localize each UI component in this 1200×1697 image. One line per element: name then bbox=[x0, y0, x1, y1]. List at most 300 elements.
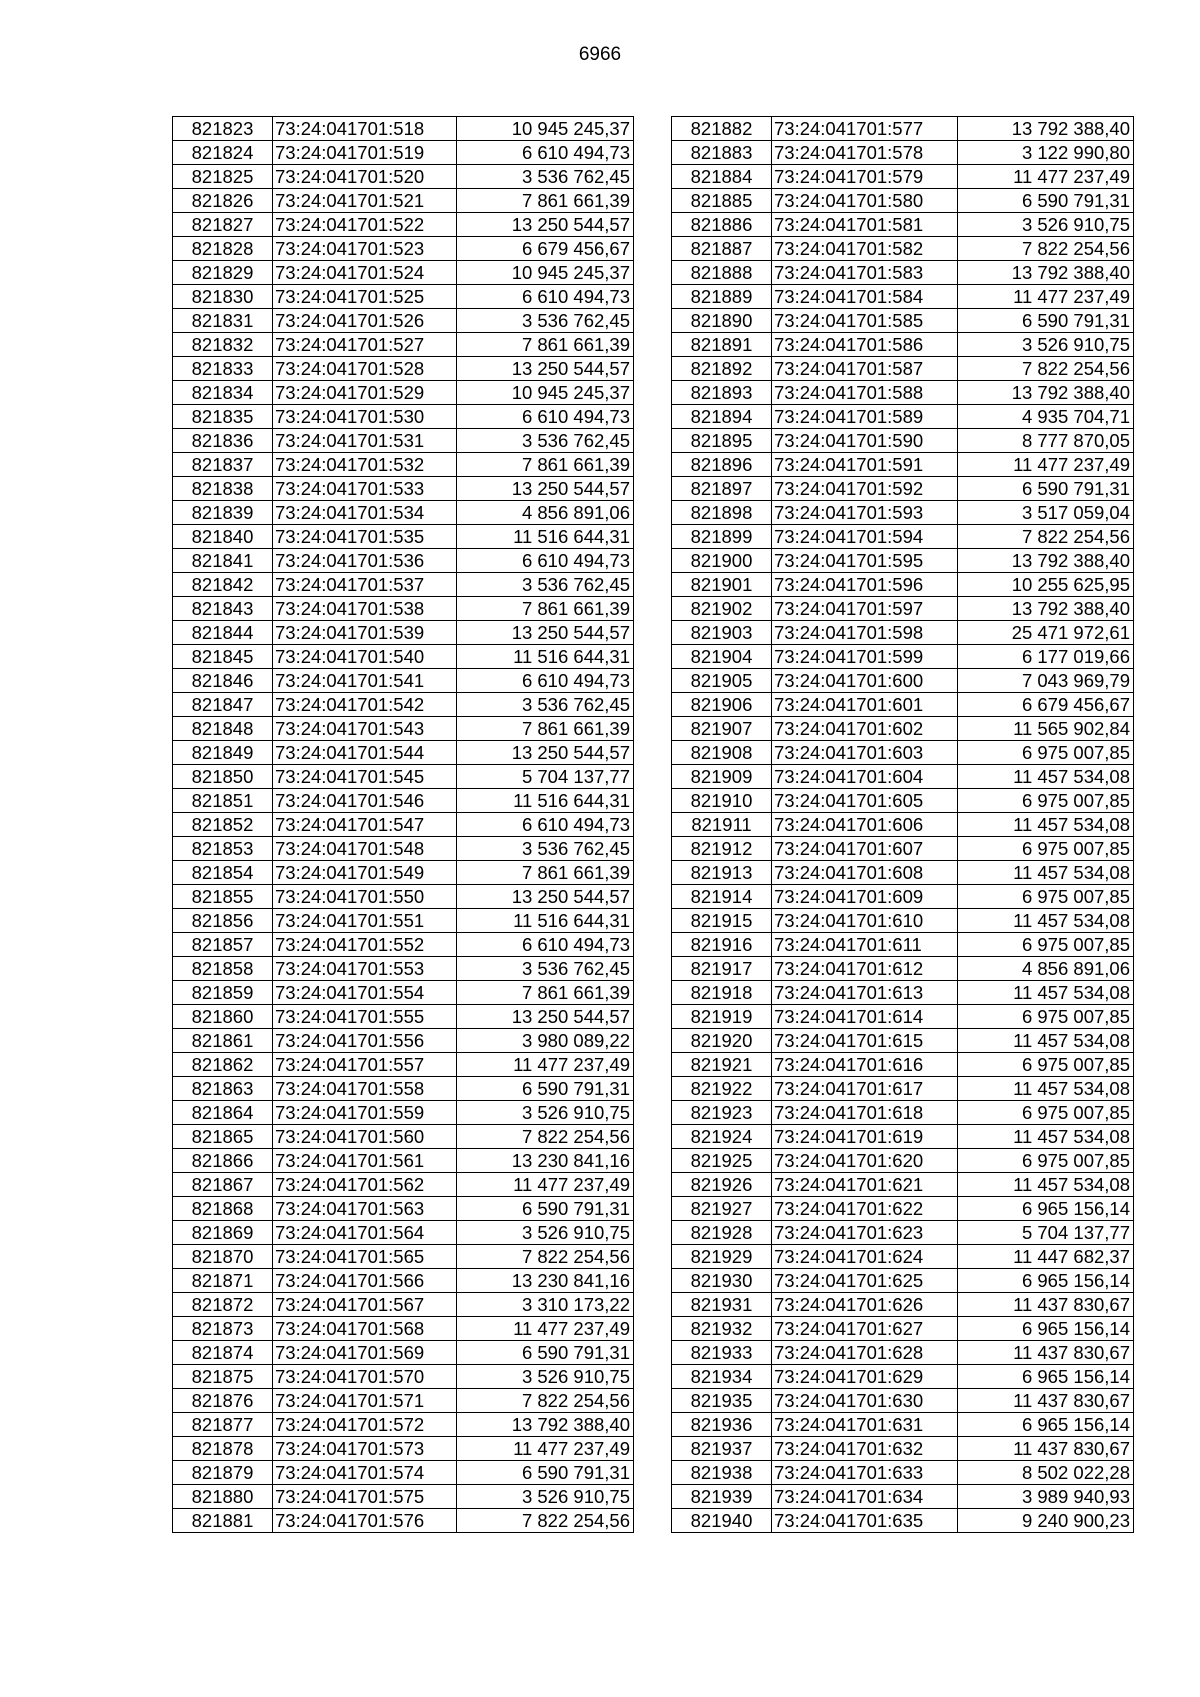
table-row bbox=[173, 1365, 634, 1389]
cadastral-number-cell: 73:24:041701:622 bbox=[772, 1197, 958, 1221]
table-row bbox=[672, 1413, 1134, 1437]
table-row bbox=[672, 909, 1134, 933]
table-row bbox=[173, 141, 634, 165]
row-number-cell: 821874 bbox=[173, 1341, 273, 1365]
table-row bbox=[173, 813, 634, 837]
row-number-cell: 821869 bbox=[173, 1221, 273, 1245]
value-cell: 7 861 661,39 bbox=[457, 333, 634, 357]
table-row bbox=[173, 117, 634, 141]
value-cell: 11 457 534,08 bbox=[958, 765, 1134, 789]
cadastral-number-cell: 73:24:041701:589 bbox=[772, 405, 958, 429]
row-number-cell: 821834 bbox=[173, 381, 273, 405]
value-cell: 11 516 644,31 bbox=[457, 789, 634, 813]
row-number-cell: 821914 bbox=[672, 885, 772, 909]
cadastral-number-cell: 73:24:041701:531 bbox=[273, 429, 457, 453]
table-row bbox=[672, 1221, 1134, 1245]
table-row bbox=[173, 525, 634, 549]
value-cell: 7 822 254,56 bbox=[457, 1245, 634, 1269]
value-cell: 6 975 007,85 bbox=[958, 789, 1134, 813]
table-row bbox=[173, 573, 634, 597]
cadastral-number-cell: 73:24:041701:576 bbox=[273, 1509, 457, 1533]
table-row bbox=[173, 885, 634, 909]
cadastral-number-cell: 73:24:041701:554 bbox=[273, 981, 457, 1005]
value-cell: 7 861 661,39 bbox=[457, 717, 634, 741]
cadastral-number-cell: 73:24:041701:541 bbox=[273, 669, 457, 693]
cadastral-number-cell: 73:24:041701:624 bbox=[772, 1245, 958, 1269]
table-row bbox=[672, 1149, 1134, 1173]
cadastral-number-cell: 73:24:041701:549 bbox=[273, 861, 457, 885]
table-row bbox=[173, 741, 634, 765]
value-cell: 4 856 891,06 bbox=[457, 501, 634, 525]
table-row bbox=[173, 213, 634, 237]
value-cell: 6 965 156,14 bbox=[958, 1413, 1134, 1437]
table-row bbox=[672, 1269, 1134, 1293]
table-row bbox=[173, 501, 634, 525]
cadastral-number-cell: 73:24:041701:558 bbox=[273, 1077, 457, 1101]
value-cell: 11 457 534,08 bbox=[958, 1125, 1134, 1149]
table-row bbox=[672, 1389, 1134, 1413]
row-number-cell: 821857 bbox=[173, 933, 273, 957]
table-row bbox=[672, 237, 1134, 261]
row-number-cell: 821836 bbox=[173, 429, 273, 453]
value-cell: 5 704 137,77 bbox=[958, 1221, 1134, 1245]
row-number-cell: 821872 bbox=[173, 1293, 273, 1317]
table-row bbox=[672, 525, 1134, 549]
value-cell: 13 792 388,40 bbox=[958, 549, 1134, 573]
table-row bbox=[672, 549, 1134, 573]
table-row bbox=[672, 1101, 1134, 1125]
table-row bbox=[672, 1197, 1134, 1221]
value-cell: 25 471 972,61 bbox=[958, 621, 1134, 645]
cadastral-number-cell: 73:24:041701:566 bbox=[273, 1269, 457, 1293]
row-number-cell: 821908 bbox=[672, 741, 772, 765]
row-number-cell: 821940 bbox=[672, 1509, 772, 1533]
value-cell: 6 610 494,73 bbox=[457, 813, 634, 837]
cadastral-number-cell: 73:24:041701:631 bbox=[772, 1413, 958, 1437]
value-cell: 3 989 940,93 bbox=[958, 1485, 1134, 1509]
table-row bbox=[173, 1317, 634, 1341]
cadastral-number-cell: 73:24:041701:610 bbox=[772, 909, 958, 933]
table-row bbox=[672, 861, 1134, 885]
table-row bbox=[672, 453, 1134, 477]
table-row bbox=[173, 237, 634, 261]
cadastral-number-cell: 73:24:041701:593 bbox=[772, 501, 958, 525]
row-number-cell: 821921 bbox=[672, 1053, 772, 1077]
table-row bbox=[173, 189, 634, 213]
value-cell: 10 945 245,37 bbox=[457, 381, 634, 405]
value-cell: 6 679 456,67 bbox=[457, 237, 634, 261]
cadastral-number-cell: 73:24:041701:533 bbox=[273, 477, 457, 501]
cadastral-number-cell: 73:24:041701:553 bbox=[273, 957, 457, 981]
cadastral-number-cell: 73:24:041701:571 bbox=[273, 1389, 457, 1413]
row-number-cell: 821878 bbox=[173, 1437, 273, 1461]
table-row bbox=[173, 333, 634, 357]
table-row bbox=[672, 333, 1134, 357]
value-cell: 3 536 762,45 bbox=[457, 957, 634, 981]
value-cell: 10 255 625,95 bbox=[958, 573, 1134, 597]
value-cell: 11 437 830,67 bbox=[958, 1437, 1134, 1461]
value-cell: 11 437 830,67 bbox=[958, 1389, 1134, 1413]
table-row bbox=[672, 1485, 1134, 1509]
value-cell: 13 250 544,57 bbox=[457, 621, 634, 645]
cadastral-number-cell: 73:24:041701:632 bbox=[772, 1437, 958, 1461]
value-cell: 6 590 791,31 bbox=[457, 1461, 634, 1485]
value-cell: 10 945 245,37 bbox=[457, 261, 634, 285]
row-number-cell: 821877 bbox=[173, 1413, 273, 1437]
row-number-cell: 821910 bbox=[672, 789, 772, 813]
cadastral-number-cell: 73:24:041701:548 bbox=[273, 837, 457, 861]
cadastral-number-cell: 73:24:041701:526 bbox=[273, 309, 457, 333]
table-row bbox=[173, 861, 634, 885]
row-number-cell: 821850 bbox=[173, 765, 273, 789]
table-row bbox=[173, 477, 634, 501]
row-number-cell: 821840 bbox=[173, 525, 273, 549]
value-cell: 6 965 156,14 bbox=[958, 1317, 1134, 1341]
value-cell: 6 610 494,73 bbox=[457, 285, 634, 309]
value-cell: 3 980 089,22 bbox=[457, 1029, 634, 1053]
table-row bbox=[173, 381, 634, 405]
row-number-cell: 821828 bbox=[173, 237, 273, 261]
cadastral-number-cell: 73:24:041701:545 bbox=[273, 765, 457, 789]
value-cell: 9 240 900,23 bbox=[958, 1509, 1134, 1533]
value-cell: 7 861 661,39 bbox=[457, 597, 634, 621]
table-row bbox=[173, 1413, 634, 1437]
cadastral-number-cell: 73:24:041701:618 bbox=[772, 1101, 958, 1125]
table-row bbox=[173, 549, 634, 573]
table-row bbox=[173, 357, 634, 381]
cadastral-number-cell: 73:24:041701:537 bbox=[273, 573, 457, 597]
value-cell: 3 536 762,45 bbox=[457, 429, 634, 453]
value-cell: 5 704 137,77 bbox=[457, 765, 634, 789]
row-number-cell: 821866 bbox=[173, 1149, 273, 1173]
value-cell: 3 536 762,45 bbox=[457, 573, 634, 597]
value-cell: 7 822 254,56 bbox=[457, 1389, 634, 1413]
row-number-cell: 821827 bbox=[173, 213, 273, 237]
row-number-cell: 821900 bbox=[672, 549, 772, 573]
cadastral-number-cell: 73:24:041701:564 bbox=[273, 1221, 457, 1245]
table-row bbox=[672, 621, 1134, 645]
row-number-cell: 821931 bbox=[672, 1293, 772, 1317]
cadastral-number-cell: 73:24:041701:633 bbox=[772, 1461, 958, 1485]
value-cell: 3 517 059,04 bbox=[958, 501, 1134, 525]
row-number-cell: 821909 bbox=[672, 765, 772, 789]
cadastral-number-cell: 73:24:041701:557 bbox=[273, 1053, 457, 1077]
value-cell: 3 526 910,75 bbox=[958, 333, 1134, 357]
row-number-cell: 821939 bbox=[672, 1485, 772, 1509]
value-cell: 13 792 388,40 bbox=[958, 381, 1134, 405]
value-cell: 4 856 891,06 bbox=[958, 957, 1134, 981]
cadastral-number-cell: 73:24:041701:572 bbox=[273, 1413, 457, 1437]
row-number-cell: 821897 bbox=[672, 477, 772, 501]
cadastral-number-cell: 73:24:041701:561 bbox=[273, 1149, 457, 1173]
table-row bbox=[173, 1005, 634, 1029]
table-row bbox=[173, 429, 634, 453]
cadastral-number-cell: 73:24:041701:601 bbox=[772, 693, 958, 717]
table-row bbox=[672, 141, 1134, 165]
row-number-cell: 821883 bbox=[672, 141, 772, 165]
cadastral-number-cell: 73:24:041701:581 bbox=[772, 213, 958, 237]
value-cell: 11 477 237,49 bbox=[958, 165, 1134, 189]
table-row bbox=[672, 1341, 1134, 1365]
table-row bbox=[672, 213, 1134, 237]
row-number-cell: 821851 bbox=[173, 789, 273, 813]
row-number-cell: 821899 bbox=[672, 525, 772, 549]
value-cell: 6 679 456,67 bbox=[958, 693, 1134, 717]
value-cell: 3 526 910,75 bbox=[457, 1485, 634, 1509]
value-cell: 7 822 254,56 bbox=[958, 237, 1134, 261]
cadastral-number-cell: 73:24:041701:525 bbox=[273, 285, 457, 309]
cadastral-number-cell: 73:24:041701:623 bbox=[772, 1221, 958, 1245]
cadastral-number-cell: 73:24:041701:595 bbox=[772, 549, 958, 573]
cadastral-number-cell: 73:24:041701:635 bbox=[772, 1509, 958, 1533]
table-row bbox=[173, 165, 634, 189]
cadastral-number-cell: 73:24:041701:521 bbox=[273, 189, 457, 213]
value-cell: 3 536 762,45 bbox=[457, 309, 634, 333]
table-row bbox=[672, 789, 1134, 813]
table-row bbox=[173, 1485, 634, 1509]
cadastral-number-cell: 73:24:041701:628 bbox=[772, 1341, 958, 1365]
row-number-cell: 821860 bbox=[173, 1005, 273, 1029]
row-number-cell: 821927 bbox=[672, 1197, 772, 1221]
row-number-cell: 821875 bbox=[173, 1365, 273, 1389]
table-row bbox=[672, 981, 1134, 1005]
table-row bbox=[672, 933, 1134, 957]
cadastral-number-cell: 73:24:041701:528 bbox=[273, 357, 457, 381]
table-row bbox=[173, 909, 634, 933]
value-cell: 7 822 254,56 bbox=[457, 1125, 634, 1149]
row-number-cell: 821918 bbox=[672, 981, 772, 1005]
table-row bbox=[672, 1245, 1134, 1269]
value-cell: 13 792 388,40 bbox=[457, 1413, 634, 1437]
cadastral-number-cell: 73:24:041701:611 bbox=[772, 933, 958, 957]
row-number-cell: 821898 bbox=[672, 501, 772, 525]
value-cell: 8 502 022,28 bbox=[958, 1461, 1134, 1485]
cadastral-number-cell: 73:24:041701:579 bbox=[772, 165, 958, 189]
left-table-body bbox=[173, 117, 634, 1533]
cadastral-number-cell: 73:24:041701:598 bbox=[772, 621, 958, 645]
value-cell: 7 043 969,79 bbox=[958, 669, 1134, 693]
table-row bbox=[672, 1029, 1134, 1053]
table-row bbox=[672, 741, 1134, 765]
row-number-cell: 821915 bbox=[672, 909, 772, 933]
row-number-cell: 821837 bbox=[173, 453, 273, 477]
value-cell: 3 122 990,80 bbox=[958, 141, 1134, 165]
table-row bbox=[672, 885, 1134, 909]
cadastral-number-cell: 73:24:041701:616 bbox=[772, 1053, 958, 1077]
value-cell: 6 590 791,31 bbox=[958, 477, 1134, 501]
cadastral-number-cell: 73:24:041701:600 bbox=[772, 669, 958, 693]
row-number-cell: 821823 bbox=[173, 117, 273, 141]
row-number-cell: 821929 bbox=[672, 1245, 772, 1269]
value-cell: 6 177 019,66 bbox=[958, 645, 1134, 669]
value-cell: 6 965 156,14 bbox=[958, 1269, 1134, 1293]
table-row bbox=[672, 837, 1134, 861]
table-row bbox=[672, 309, 1134, 333]
table-row bbox=[173, 1221, 634, 1245]
cadastral-number-cell: 73:24:041701:619 bbox=[772, 1125, 958, 1149]
table-row bbox=[672, 1293, 1134, 1317]
table-row bbox=[672, 1005, 1134, 1029]
table-row bbox=[173, 1245, 634, 1269]
cadastral-number-cell: 73:24:041701:520 bbox=[273, 165, 457, 189]
table-row bbox=[672, 597, 1134, 621]
row-number-cell: 821926 bbox=[672, 1173, 772, 1197]
cadastral-number-cell: 73:24:041701:614 bbox=[772, 1005, 958, 1029]
table-row bbox=[173, 957, 634, 981]
row-number-cell: 821933 bbox=[672, 1341, 772, 1365]
value-cell: 11 516 644,31 bbox=[457, 909, 634, 933]
value-cell: 3 526 910,75 bbox=[457, 1365, 634, 1389]
value-cell: 11 457 534,08 bbox=[958, 1077, 1134, 1101]
value-cell: 6 975 007,85 bbox=[958, 1149, 1134, 1173]
cadastral-number-cell: 73:24:041701:530 bbox=[273, 405, 457, 429]
row-number-cell: 821880 bbox=[173, 1485, 273, 1509]
cadastral-number-cell: 73:24:041701:609 bbox=[772, 885, 958, 909]
value-cell: 11 457 534,08 bbox=[958, 813, 1134, 837]
cadastral-number-cell: 73:24:041701:577 bbox=[772, 117, 958, 141]
cadastral-number-cell: 73:24:041701:567 bbox=[273, 1293, 457, 1317]
row-number-cell: 821885 bbox=[672, 189, 772, 213]
cadastral-number-cell: 73:24:041701:585 bbox=[772, 309, 958, 333]
table-row bbox=[672, 1461, 1134, 1485]
value-cell: 11 477 237,49 bbox=[958, 285, 1134, 309]
value-cell: 3 536 762,45 bbox=[457, 693, 634, 717]
row-number-cell: 821826 bbox=[173, 189, 273, 213]
value-cell: 11 477 237,49 bbox=[457, 1053, 634, 1077]
cadastral-number-cell: 73:24:041701:539 bbox=[273, 621, 457, 645]
cadastral-number-cell: 73:24:041701:565 bbox=[273, 1245, 457, 1269]
cadastral-number-cell: 73:24:041701:527 bbox=[273, 333, 457, 357]
cadastral-number-cell: 73:24:041701:607 bbox=[772, 837, 958, 861]
row-number-cell: 821896 bbox=[672, 453, 772, 477]
table-row bbox=[672, 1125, 1134, 1149]
row-number-cell: 821922 bbox=[672, 1077, 772, 1101]
row-number-cell: 821913 bbox=[672, 861, 772, 885]
table-row bbox=[173, 789, 634, 813]
row-number-cell: 821917 bbox=[672, 957, 772, 981]
cadastral-number-cell: 73:24:041701:552 bbox=[273, 933, 457, 957]
cadastral-number-cell: 73:24:041701:522 bbox=[273, 213, 457, 237]
table-row bbox=[672, 117, 1134, 141]
row-number-cell: 821906 bbox=[672, 693, 772, 717]
value-cell: 13 792 388,40 bbox=[958, 261, 1134, 285]
value-cell: 11 477 237,49 bbox=[457, 1173, 634, 1197]
row-number-cell: 821895 bbox=[672, 429, 772, 453]
cadastral-number-cell: 73:24:041701:592 bbox=[772, 477, 958, 501]
cadastral-number-cell: 73:24:041701:540 bbox=[273, 645, 457, 669]
value-cell: 11 447 682,37 bbox=[958, 1245, 1134, 1269]
value-cell: 6 590 791,31 bbox=[457, 1341, 634, 1365]
cadastral-number-cell: 73:24:041701:588 bbox=[772, 381, 958, 405]
row-number-cell: 821937 bbox=[672, 1437, 772, 1461]
row-number-cell: 821832 bbox=[173, 333, 273, 357]
table-row bbox=[173, 1437, 634, 1461]
row-number-cell: 821847 bbox=[173, 693, 273, 717]
cadastral-number-cell: 73:24:041701:536 bbox=[273, 549, 457, 573]
value-cell: 6 975 007,85 bbox=[958, 1101, 1134, 1125]
row-number-cell: 821870 bbox=[173, 1245, 273, 1269]
value-cell: 13 230 841,16 bbox=[457, 1149, 634, 1173]
row-number-cell: 821843 bbox=[173, 597, 273, 621]
cadastral-number-cell: 73:24:041701:546 bbox=[273, 789, 457, 813]
cadastral-number-cell: 73:24:041701:603 bbox=[772, 741, 958, 765]
cadastral-number-cell: 73:24:041701:605 bbox=[772, 789, 958, 813]
row-number-cell: 821911 bbox=[672, 813, 772, 837]
table-row bbox=[173, 1029, 634, 1053]
row-number-cell: 821901 bbox=[672, 573, 772, 597]
value-cell: 6 965 156,14 bbox=[958, 1365, 1134, 1389]
row-number-cell: 821928 bbox=[672, 1221, 772, 1245]
cadastral-number-cell: 73:24:041701:583 bbox=[772, 261, 958, 285]
cadastral-number-cell: 73:24:041701:606 bbox=[772, 813, 958, 837]
cadastral-number-cell: 73:24:041701:519 bbox=[273, 141, 457, 165]
table-row bbox=[672, 1053, 1134, 1077]
cadastral-number-cell: 73:24:041701:547 bbox=[273, 813, 457, 837]
row-number-cell: 821904 bbox=[672, 645, 772, 669]
row-number-cell: 821833 bbox=[173, 357, 273, 381]
cadastral-number-cell: 73:24:041701:608 bbox=[772, 861, 958, 885]
row-number-cell: 821916 bbox=[672, 933, 772, 957]
row-number-cell: 821888 bbox=[672, 261, 772, 285]
table-row bbox=[173, 933, 634, 957]
row-number-cell: 821841 bbox=[173, 549, 273, 573]
value-cell: 10 945 245,37 bbox=[457, 117, 634, 141]
row-number-cell: 821876 bbox=[173, 1389, 273, 1413]
row-number-cell: 821867 bbox=[173, 1173, 273, 1197]
row-number-cell: 821886 bbox=[672, 213, 772, 237]
table-row bbox=[173, 669, 634, 693]
value-cell: 6 975 007,85 bbox=[958, 933, 1134, 957]
row-number-cell: 821830 bbox=[173, 285, 273, 309]
value-cell: 11 457 534,08 bbox=[958, 909, 1134, 933]
left-table bbox=[172, 116, 634, 1533]
cadastral-number-cell: 73:24:041701:596 bbox=[772, 573, 958, 597]
table-row bbox=[173, 717, 634, 741]
cadastral-number-cell: 73:24:041701:550 bbox=[273, 885, 457, 909]
table-row bbox=[173, 453, 634, 477]
row-number-cell: 821844 bbox=[173, 621, 273, 645]
value-cell: 6 590 791,31 bbox=[457, 1197, 634, 1221]
value-cell: 13 250 544,57 bbox=[457, 741, 634, 765]
cadastral-number-cell: 73:24:041701:587 bbox=[772, 357, 958, 381]
cadastral-number-cell: 73:24:041701:584 bbox=[772, 285, 958, 309]
value-cell: 6 975 007,85 bbox=[958, 1053, 1134, 1077]
value-cell: 11 516 644,31 bbox=[457, 645, 634, 669]
value-cell: 3 526 910,75 bbox=[457, 1221, 634, 1245]
value-cell: 11 437 830,67 bbox=[958, 1293, 1134, 1317]
value-cell: 6 610 494,73 bbox=[457, 933, 634, 957]
cadastral-number-cell: 73:24:041701:523 bbox=[273, 237, 457, 261]
value-cell: 11 516 644,31 bbox=[457, 525, 634, 549]
cadastral-number-cell: 73:24:041701:538 bbox=[273, 597, 457, 621]
table-row bbox=[173, 645, 634, 669]
value-cell: 13 792 388,40 bbox=[958, 117, 1134, 141]
cadastral-number-cell: 73:24:041701:573 bbox=[273, 1437, 457, 1461]
table-row bbox=[672, 1365, 1134, 1389]
cadastral-number-cell: 73:24:041701:560 bbox=[273, 1125, 457, 1149]
value-cell: 7 861 661,39 bbox=[457, 453, 634, 477]
value-cell: 11 457 534,08 bbox=[958, 1173, 1134, 1197]
value-cell: 13 250 544,57 bbox=[457, 1005, 634, 1029]
table-row bbox=[173, 1101, 634, 1125]
value-cell: 8 777 870,05 bbox=[958, 429, 1134, 453]
row-number-cell: 821861 bbox=[173, 1029, 273, 1053]
row-number-cell: 821881 bbox=[173, 1509, 273, 1533]
cadastral-number-cell: 73:24:041701:597 bbox=[772, 597, 958, 621]
table-row bbox=[672, 1173, 1134, 1197]
row-number-cell: 821845 bbox=[173, 645, 273, 669]
cadastral-number-cell: 73:24:041701:556 bbox=[273, 1029, 457, 1053]
